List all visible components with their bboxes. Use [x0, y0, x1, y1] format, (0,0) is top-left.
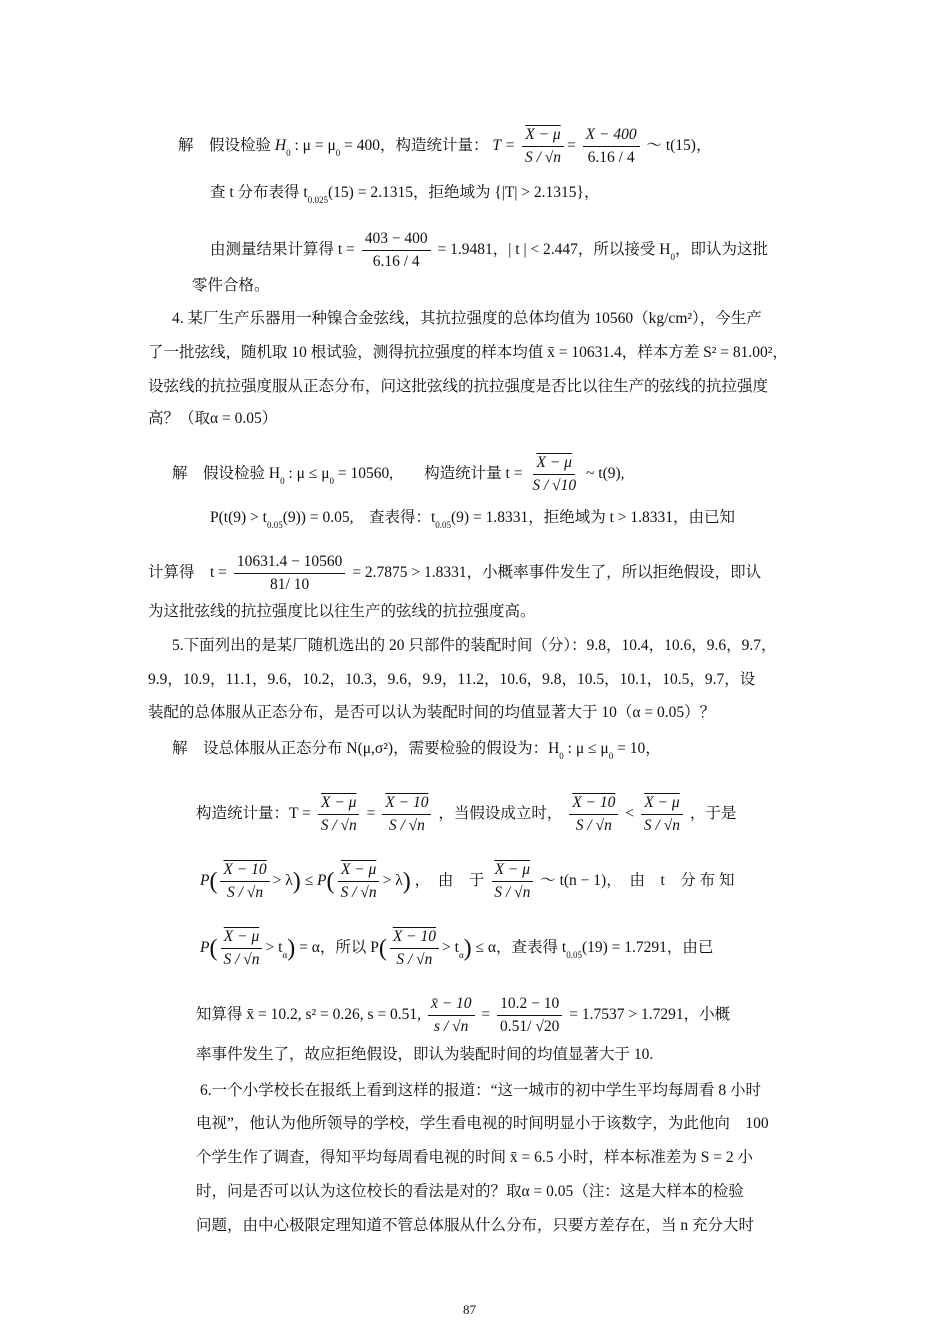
fraction — [428, 993, 475, 1038]
sol3-line1: 解 假设检验 $H_0$ : $\mu = \mu_0 = 400$，构造统计量： T = $\frac{X - \mu}{S / √n}$ = $\frac{X - 400}{6.16 / 4}$ ～ t(15)， — [178, 124, 711, 169]
denominator: S / √10 — [532, 477, 577, 494]
prob4-line2: 了一批弦线，随机取 10 根试验，测得抗拉强度的样本均值 x̄ = 10631.4，样本方差 S² = 81.00²， — [148, 344, 788, 361]
text: ，当假设成立时， — [438, 805, 563, 823]
text: 查 t 分布表得 t — [210, 184, 308, 201]
prob5-line3: 装配的总体服从正态分布，是否可以认为装配时间的均值显著大于 10（α = 0.05）？ — [148, 704, 716, 721]
text: = α，所以 P — [299, 939, 379, 957]
subscript: 0 — [329, 476, 335, 487]
text: P(t(9) > t — [210, 509, 267, 526]
sol3-line2 — [210, 183, 600, 210]
math: > λ — [272, 872, 293, 890]
text: ，于是 — [689, 805, 737, 823]
denominator: 6.16 / 4 — [587, 149, 635, 166]
text: ， 由 于 — [414, 872, 485, 890]
denominator: S / √n — [340, 884, 377, 901]
subscript: 0 — [670, 252, 676, 263]
numerator: 403 − 400 — [362, 228, 431, 251]
denominator: 6.16 / 4 — [372, 253, 420, 270]
fraction — [338, 859, 380, 904]
math: T = — [492, 137, 516, 155]
numerator: 10.2 − 10 — [497, 993, 562, 1016]
sol5-line5 — [196, 993, 730, 1038]
sol4-line1 — [172, 452, 625, 497]
sol5-line2 — [196, 792, 736, 837]
math: : μ ≤ μ — [288, 465, 330, 483]
text: 由测量结果计算得 t = — [210, 241, 355, 259]
math: = — [481, 1006, 491, 1024]
fraction — [234, 551, 346, 596]
numerator: X − μ — [522, 124, 563, 147]
subscript: 0.05 — [435, 520, 452, 530]
text: (9)) = 0.05, 查表得：t — [282, 509, 436, 526]
fraction — [583, 124, 640, 169]
text: = 400，构造统计量： — [344, 137, 489, 155]
subscript: 0.05 — [266, 520, 283, 530]
text: = 10， — [617, 740, 661, 757]
subscript: α — [282, 950, 288, 961]
text: = 1.9481，| t | < 2.447，所以接受 H — [437, 241, 671, 259]
fraction — [529, 452, 579, 497]
text: 知算得 x̄ = 10.2, s² = 0.26, s = 0.51, — [196, 1006, 422, 1024]
prob6-line4: 时，问是否可以认为这位校长的看法是对的？取α = 0.05（注：这是大样本的检验 — [196, 1183, 744, 1200]
numerator: X − 10 — [220, 859, 269, 882]
text: ，即认为这批 — [675, 241, 769, 259]
denominator: S / √n — [320, 817, 357, 834]
subscript: 0.05 — [566, 950, 582, 961]
math-H: H — [274, 137, 287, 155]
prob4-line3: 设弦线的抗拉强度服从正态分布，问这批弦线的抗拉强度是否比以往生产的弦线的抗拉强度 — [148, 378, 769, 395]
prob5-line1: 5.下面列出的是某厂随机选出的 20 只部件的装配时间（分）：9.8，10.4，10.6，9.6，9.7， — [172, 637, 777, 654]
denominator: s / √n — [434, 1018, 469, 1035]
page-number: 87 — [463, 1302, 476, 1317]
numerator: X − 400 — [583, 124, 640, 147]
math: ≤ P — [304, 872, 327, 890]
math: > λ — [382, 872, 403, 890]
numerator: X − μ — [338, 859, 379, 882]
prob6-line5: 问题，由中心极限定理知道不管总体服从什么分布，只要方差存在，当 n 充分大时 — [196, 1217, 755, 1234]
sol4-line4: 为这批弦线的抗拉强度比以往生产的弦线的抗拉强度高。 — [148, 603, 536, 620]
fraction — [522, 124, 564, 169]
text: ~ t(9), — [586, 465, 625, 483]
fraction — [382, 792, 431, 837]
sol5-line6: 率事件发生了，故应拒绝假设，即认为装配时间的均值显著大于 10. — [196, 1046, 654, 1063]
text: (9) = 1.8331，拒绝域为 t > 1.8331，由已知 — [451, 509, 736, 526]
denominator: S / √n — [494, 884, 531, 901]
subscript: 0 — [335, 148, 341, 159]
numerator: X − 10 — [382, 792, 431, 815]
fraction — [390, 926, 439, 971]
numerator: X − μ — [641, 792, 682, 815]
text: 解 假设检验 H — [172, 465, 281, 483]
math: > t — [442, 939, 459, 957]
sol5-line4: P( $\frac{X - \mu}{S / √n}$ > $t_\alpha) = \alpha$，所以 P( $\frac{X - 10}{S / √n}$ > $t_\alpha) \le \alpha$，查表得 $t_{0.05}(19) = 1.7291$，由已 — [200, 926, 713, 971]
sol3-line4: 零件合格。 — [192, 277, 270, 294]
numerator: X − 10 — [390, 926, 439, 949]
fraction — [220, 926, 262, 971]
prob4-line4: 高？（取α = 0.05） — [148, 410, 278, 427]
subscript: 0 — [608, 751, 614, 761]
sol4-line2 — [210, 508, 735, 535]
text: 构造统计量：T = — [196, 805, 311, 823]
text: (19) = 1.7291，由已 — [581, 939, 714, 957]
text: ≤ α，查表得 t — [475, 939, 567, 957]
denominator: S / √n — [575, 817, 612, 834]
math: : μ = μ — [294, 137, 336, 155]
sol4-line3 — [148, 551, 761, 596]
math: < — [625, 805, 635, 823]
text: = 1.7537 > 1.7291，小概 — [569, 1006, 731, 1024]
sol3-line3 — [210, 228, 768, 273]
denominator: S / √n — [643, 817, 680, 834]
math: : μ ≤ μ — [567, 740, 609, 757]
text: 计算得 t = — [148, 564, 227, 582]
text: ～ t(15)， — [646, 137, 712, 155]
text: 解 假设检验 — [178, 137, 272, 155]
fraction — [641, 792, 683, 837]
math: P — [200, 939, 210, 957]
subscript: α — [458, 950, 464, 961]
text: ～ t(n − 1)， 由 t 分 布 知 — [540, 872, 735, 890]
numerator: X − μ — [533, 452, 574, 475]
math: P — [200, 872, 210, 890]
text: (15) = 2.1315，拒绝域为 {|T| > 2.1315}， — [328, 184, 600, 201]
subscript: 0 — [280, 476, 285, 487]
numerator: 10631.4 − 10560 — [234, 551, 346, 574]
text: = 10560, 构造统计量 t = — [337, 465, 523, 483]
fraction — [318, 792, 360, 837]
denominator: S / √n — [227, 884, 264, 901]
fraction — [491, 859, 533, 904]
math: = — [366, 805, 376, 823]
denominator: S / √n — [524, 149, 562, 166]
subscript: 0 — [286, 148, 291, 159]
numerator: X − 10 — [569, 792, 618, 815]
prob6-line1: 6.一个小学校长在报纸上看到这样的报道：“这一城市的初中学生平均每周看 8 小时 — [200, 1082, 762, 1099]
math: > t — [265, 939, 283, 957]
numerator: X − μ — [492, 859, 533, 882]
fraction — [220, 859, 269, 904]
prob6-line2: 电视”，他认为他所领导的学校，学生看电视的时间明显小于该数字，为此他向 100 — [196, 1115, 769, 1132]
fraction — [362, 228, 431, 273]
numerator: X − μ — [318, 792, 359, 815]
prob4-line1: 4. 某厂生产乐器用一种镍合金弦线，其抗拉强度的总体均值为 10560（kg/cm²），今生产 — [172, 310, 762, 327]
denominator: 81/ 10 — [270, 576, 310, 593]
subscript: 0 — [559, 751, 564, 761]
denominator: S / √n — [388, 817, 425, 834]
fraction — [569, 792, 618, 837]
text: 解 设总体服从正态分布 N(μ,σ²)，需要检验的假设为：H — [172, 740, 560, 757]
prob6-line3: 个学生作了调查，得知平均每周看电视的时间 x̄ = 6.5 小时，样本标准差为 S = 2 小 — [196, 1149, 753, 1166]
denominator: S / √n — [223, 951, 260, 968]
numerator: x̄ − 10 — [428, 993, 475, 1016]
subscript: 0.025 — [307, 195, 328, 205]
prob5-line2: 9.9，10.9，11.1，9.6，10.2，10.3，9.6，9.9，11.2，10.6，9.8，10.5，10.1，10.5，9.7，设 — [148, 671, 756, 688]
sol5-line1 — [172, 739, 661, 766]
fraction — [497, 993, 562, 1038]
numerator: X − μ — [221, 926, 262, 949]
denominator: 0.51/ √20 — [500, 1018, 560, 1035]
sol5-line3: P( $\frac{X - 10}{S / √n}$ > λ) ≤ P( $\frac{X - \mu}{S / √n}$ > λ) ， 由 于 $\frac{X - \mu}{S / √n}$ ～ t(n − 1)， 由 t 分 布 知 — [200, 859, 735, 904]
denominator: S / √n — [396, 951, 433, 968]
text: = 2.7875 > 1.8331，小概率事件发生了，所以拒绝假设，即认 — [352, 564, 762, 582]
